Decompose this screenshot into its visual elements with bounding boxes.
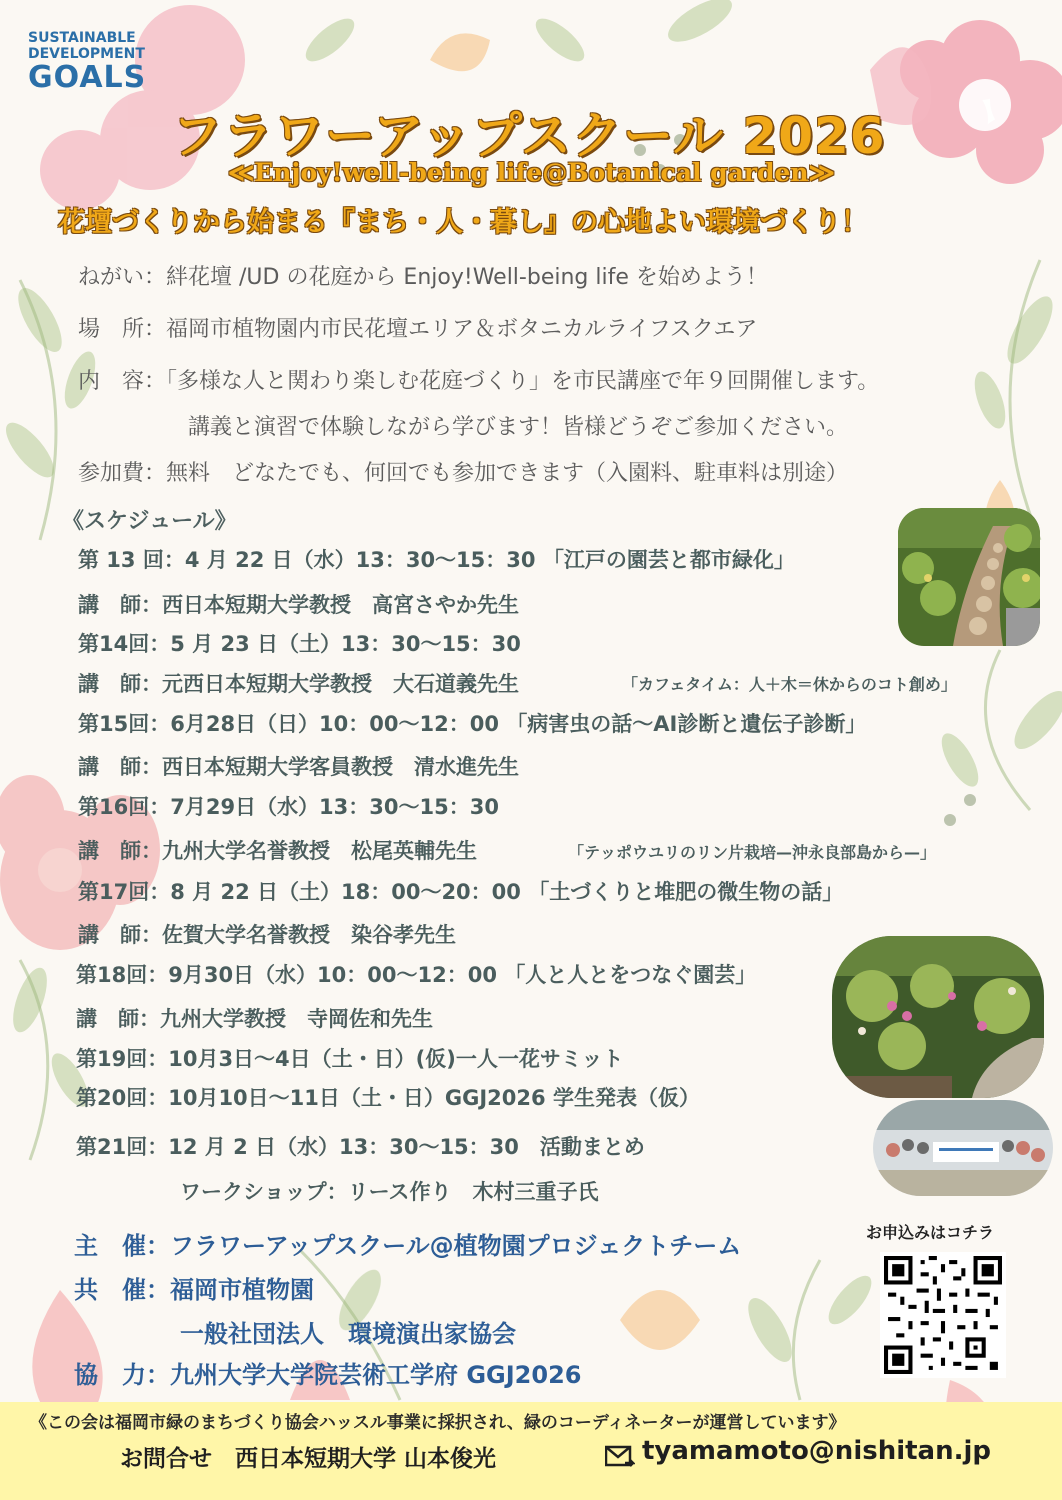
poster-subtitle: ≪Enjoy!well-being life@Botanical garden≫: [228, 158, 835, 187]
host-line: 主 催：フラワーアップスクール@植物園プロジェクトチーム: [74, 1232, 742, 1260]
cohost-line-2: 一般社団法人 環境演出家協会: [180, 1320, 516, 1348]
content-line-1: 内 容：「多様な人と関わり楽しむ花庭づくり」を市民講座で年９回開催します。: [78, 369, 880, 394]
session-17: 第17回：8 月 22 日（土）18：00〜20：00 「土づくりと堆肥の微生物の話」: [78, 880, 844, 904]
session-21-workshop: ワークショップ：リース作り 木村三重子氏: [180, 1180, 599, 1204]
schedule-heading: 《スケジュール》: [62, 509, 237, 534]
session-13: 第 13 回：4 月 22 日（水）13：30〜15：30 「江戸の園芸と都市緑化」: [78, 548, 795, 572]
lecture-16-topic: 「テッポウユリのリン片栽培—沖永良部島から—」: [568, 843, 937, 862]
lecturer-18: 講 師：九州大学教授 寺岡佐和先生: [76, 1007, 433, 1031]
sdgs-logo-line1: SUSTAINABLE: [28, 30, 136, 46]
qr-code[interactable]: [880, 1252, 1006, 1378]
lecturer-13: 講 師：西日本短期大学教授 高宮さやか先生: [78, 593, 519, 617]
session-15: 第15回：6月28日（日）10：00〜12：00 「病害虫の話〜AI診断と遺伝子診断」: [78, 712, 867, 736]
aim-line: ねがい：絆花壇 /UD の花庭から Enjoy!Well-being life を始めよう！: [78, 265, 768, 290]
sdgs-logo-line3: GOALS: [28, 60, 147, 95]
mail-icon: [605, 1443, 635, 1471]
lecturer-15: 講 師：西日本短期大学客員教授 清水進先生: [78, 755, 519, 779]
lecturer-17: 講 師：佐賀大学名誉教授 染谷孝先生: [78, 923, 456, 947]
contact-email[interactable]: tyamamoto@nishitan.jp: [642, 1436, 992, 1466]
lecturer-16: 講 師：九州大学名誉教授 松尾英輔先生: [78, 839, 477, 863]
sdgs-logo: [28, 30, 146, 94]
session-21: 第21回：12 月 2 日（水）13：30〜15：30 活動まとめ: [76, 1135, 645, 1159]
lecture-14-topic: 「カフェタイム：人＋木＝休からのコト創め」: [622, 675, 957, 694]
poster-title: フラワーアップスクール 2026: [172, 107, 886, 165]
garden-photo-flowerbed: [832, 936, 1044, 1098]
session-19: 第19回：10月3日〜4日（土・日）(仮)一人一花サミット: [76, 1047, 624, 1071]
footer-note: 《この会は福岡市緑のまちづくり協会ハッスル事業に採択され、緑のコーディネーターが運営しています》: [30, 1413, 846, 1433]
session-14: 第14回：5 月 23 日（土）13：30〜15：30: [78, 632, 521, 656]
lecturer-14: 講 師：元西日本短期大学教授 大石道義先生: [78, 672, 519, 696]
group-photo: [873, 1100, 1053, 1196]
sdgs-logo-line2: DEVELOPMENT: [28, 46, 145, 62]
contact-line: お問合せ 西日本短期大学 山本俊光: [120, 1446, 497, 1472]
cohost-line-1: 共 催：福岡市植物園: [74, 1276, 314, 1304]
place-line: 場 所：福岡市植物園内市民花壇エリア＆ボタニカルライフスクエア: [78, 317, 758, 342]
poster-tagline: 花壇づくりから始まる『まち・人・暮し』の心地よい環境づくり！: [58, 207, 868, 238]
session-16: 第16回：7月29日（水）13：30〜15：30: [78, 795, 499, 819]
garden-photo-path: [898, 508, 1040, 646]
session-18: 第18回：9月30日（水）10：00〜12：00 「人と人とをつなぐ園芸」: [76, 963, 757, 987]
fee-line: 参加費：無料 どなたでも、何回でも参加できます（入園料、駐車料は別途）: [78, 461, 849, 486]
cooperation-line: 協 力：九州大学大学院芸術工学府 GGJ2026: [74, 1361, 582, 1389]
content-line-2: 講義と演習で体験しながら学びます！皆様どうぞご参加ください。: [188, 415, 849, 440]
qr-label: お申込みはコチラ: [866, 1223, 995, 1242]
session-20: 第20回：10月10日〜11日（土・日）GGJ2026 学生発表（仮）: [76, 1086, 700, 1110]
